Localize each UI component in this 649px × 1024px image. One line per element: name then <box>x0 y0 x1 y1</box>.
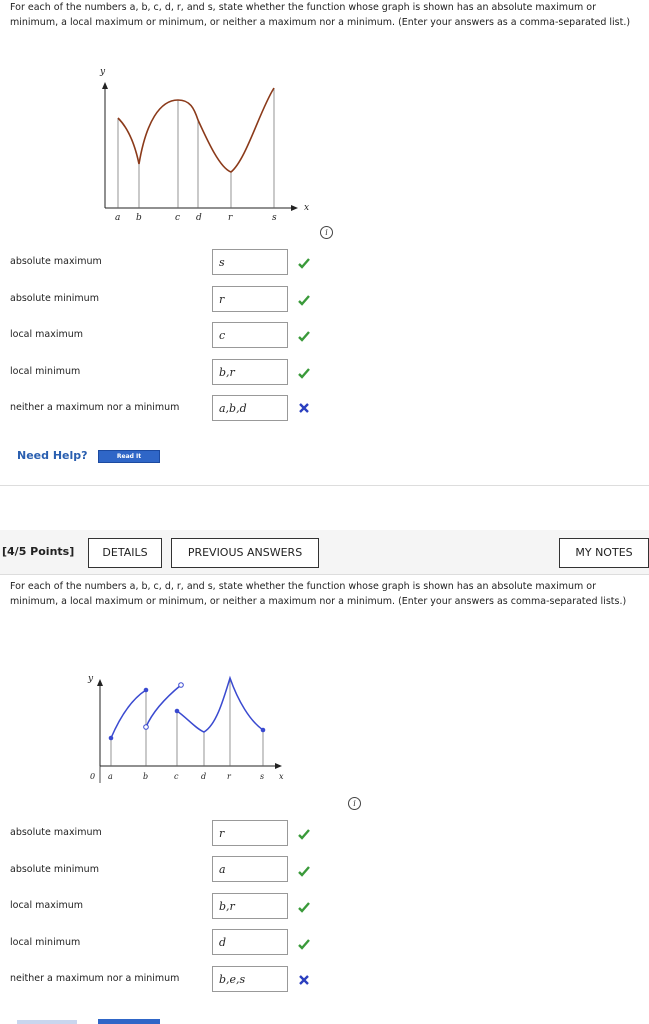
check-icon <box>297 366 311 380</box>
read-it-button[interactable]: Read It <box>98 450 160 463</box>
q2-answer-local-maximum[interactable]: b,r <box>212 893 288 919</box>
graph2-tick-b: b <box>143 772 149 781</box>
cross-icon <box>298 402 310 414</box>
q1-label-absolute-minimum: absolute minimum <box>10 293 99 304</box>
graph1-tick-b: b <box>136 213 142 223</box>
graph1-x-label: x <box>304 203 310 213</box>
q1-answer-absolute-minimum[interactable]: r <box>212 286 288 312</box>
graph2-open-point <box>144 725 149 730</box>
q1-answer-local-maximum[interactable]: c <box>212 322 288 348</box>
need-help-row-partial <box>17 1018 177 1024</box>
check-icon <box>297 329 311 343</box>
question-2-text: For each of the numbers a, b, c, d, r, and s, state whether the function whose graph is shown has an absolute maximum or minimum, a local maximum or minimum, or neither a maximum nor a minimum. (Enter your answers as comma-separated lists.) <box>10 581 627 607</box>
q1-label-absolute-maximum: absolute maximum <box>10 256 102 267</box>
graph2-x-label: x <box>279 772 284 781</box>
graph1-tick-s: s <box>272 213 277 223</box>
info-icon[interactable]: i <box>320 226 333 239</box>
question-2-graph <box>80 665 300 790</box>
check-icon <box>297 864 311 878</box>
q2-label-local-minimum: local minimum <box>10 937 81 948</box>
graph2-point <box>261 728 266 733</box>
points-badge: [4/5 Points] <box>2 545 75 558</box>
q2-label-absolute-maximum: absolute maximum <box>10 827 102 838</box>
check-icon <box>297 900 311 914</box>
graph2-point <box>144 688 149 693</box>
q2-answer-absolute-maximum[interactable]: r <box>212 820 288 846</box>
q1-label-local-maximum: local maximum <box>10 329 84 340</box>
q1-answer-absolute-maximum[interactable]: s <box>212 249 288 275</box>
check-icon <box>297 256 311 270</box>
question-1-graph <box>80 60 320 230</box>
q1-label-local-minimum: local minimum <box>10 366 81 377</box>
graph2-tick-d: d <box>201 772 207 781</box>
graph1-curve <box>118 88 274 172</box>
graph1-tick-d: d <box>196 213 202 223</box>
check-icon <box>297 293 311 307</box>
graph2-y-label: y <box>88 674 94 684</box>
graph2-origin-label: 0 <box>90 772 96 781</box>
graph2-tick-a: a <box>108 772 113 781</box>
graph2-tick-s: s <box>260 772 265 781</box>
q2-answer-local-minimum[interactable]: d <box>212 929 288 955</box>
details-button[interactable]: DETAILS <box>88 538 162 568</box>
q1-answer-neither[interactable]: a,b,d <box>212 395 288 421</box>
my-notes-button[interactable]: MY NOTES <box>559 538 649 568</box>
q2-label-local-maximum: local maximum <box>10 900 84 911</box>
graph2-point <box>175 709 180 714</box>
info-icon[interactable]: i <box>348 797 361 810</box>
graph1-tick-c: c <box>175 213 181 223</box>
q2-answer-absolute-minimum[interactable]: a <box>212 856 288 882</box>
graph1-y-label: y <box>100 67 106 77</box>
previous-answers-button[interactable]: PREVIOUS ANSWERS <box>171 538 319 568</box>
graph1-tick-a: a <box>115 213 121 223</box>
need-help-label: Need Help? <box>17 449 88 462</box>
q2-label-absolute-minimum: absolute minimum <box>10 864 99 875</box>
q2-label-neither: neither a maximum nor a minimum <box>10 973 180 984</box>
section-divider <box>0 485 649 486</box>
graph2-tick-c: c <box>174 772 179 781</box>
graph2-point <box>109 736 114 741</box>
question-1-text: For each of the numbers a, b, c, d, r, and s, state whether the function whose graph is shown has an absolute maximum or minimum, a local maximum or minimum, or neither a maximum nor a minimum. (Enter your answers as a comma-separated list.) <box>10 2 631 28</box>
cross-icon <box>298 974 310 986</box>
q2-answer-neither[interactable]: b,e,s <box>212 966 288 992</box>
graph2-open-point <box>179 683 184 688</box>
q1-label-neither: neither a maximum nor a minimum <box>10 402 180 413</box>
check-icon <box>297 827 311 841</box>
graph2-tick-r: r <box>227 772 231 781</box>
graph1-tick-r: r <box>228 213 233 223</box>
check-icon <box>297 937 311 951</box>
q1-answer-local-minimum[interactable]: b,r <box>212 359 288 385</box>
